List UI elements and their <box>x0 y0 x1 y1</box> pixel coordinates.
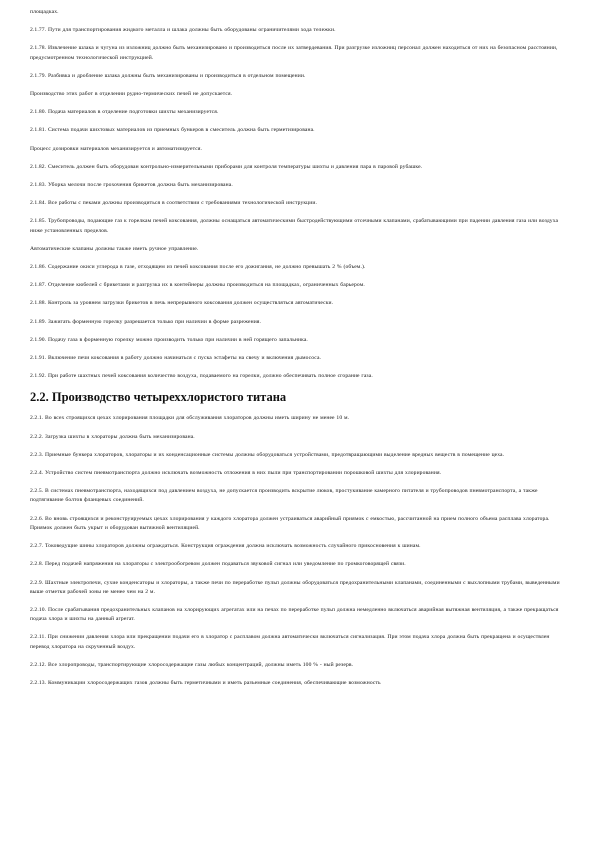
paragraph: 2.1.88. Контроль за уровнем загрузки брикетов в печь непрерывного коксования должен осуществляться автоматически. <box>30 300 334 307</box>
paragraph: 2.1.87. Отделение кюбелей с брикетами и разгрузка их в контейнеры должны производиться на площадках, ограниченных барьером. <box>30 282 365 289</box>
paragraph: 2.2.11. При снижении давления хлора или прекращении подачи его в хлоратор с расплавом должна автоматически включаться сигнализация. При этом подача хлора должна быть прекращена и осуществлен перевод хлоратора на скрученный воздух. <box>30 634 550 650</box>
paragraph: Производство этих работ в отделении рудно-термических печей не допускается. <box>30 91 233 98</box>
paragraph: Процесс дозировки материалов механизируется и автоматизируется. <box>30 145 203 152</box>
paragraph: 2.1.91. Включение печи коксования в работу должно начинаться с пуска эстафеты на свечу и включения дымососа. <box>30 355 322 362</box>
paragraph: 2.2.8. Перед подачей напряжения на хлораторы с электрообогревом должен подаваться звуковой сигнал или уведомление по громкоговорящей связи. <box>30 561 406 568</box>
paragraph: 2.2.13. Коммуникации хлоросодержащих газов должны быть герметичными и иметь разъемные соединения, обеспечивающие возможность <box>30 679 381 686</box>
paragraph: 2.1.85. Трубопроводы, подающие газ к горелкам печей коксования, должны оснащаться автоматическими быстродействующими отсечными клапанами, срабатывающими при падении давления газа или воздуха ниже установленных пределов. <box>30 218 559 234</box>
paragraph: 2.1.89. Зажигать форменную горелку разрешается только при наличии в форме разрежения. <box>30 318 262 325</box>
paragraph: 2.1.81. Система подачи шихтовых материалов из приемных бункеров в смеситель должна быть герметизирована. <box>30 127 315 134</box>
paragraph: 2.1.84. Все работы с пеками должны производиться в соответствии с требованиями технологической инструкции. <box>30 200 318 207</box>
paragraph: 2.2.7. Токоведущие шины хлораторов должны ограждаться. Конструкция ограждения должна исключать возможность случайного прикосновения к шинам. <box>30 543 421 550</box>
paragraph: 2.1.83. Уборка мелочи после грохочения брикетов должна быть механизирована. <box>30 182 233 189</box>
paragraph: 2.2.2. Загрузка шихты в хлораторы должна быть механизирована. <box>30 433 195 440</box>
paragraph: Автоматические клапаны должны также иметь ручное управление. <box>30 245 199 252</box>
paragraphs-top <box>30 8 565 381</box>
paragraph: 2.2.10. После срабатывания предохранительных клапанов на хлорирующих агрегатах или на печах по переработке пульп должна немедленно включаться аварийная вытяжная вентиляция, а также прекращаться подача хлора и шихты на данный агрегат. <box>30 606 559 623</box>
paragraph: 2.1.78. Извлечение шлака и чугуна из изложниц должно быть механизировано и производиться после их затвердевания. При разгрузке изложниц персонал должен находиться от них на безопасном расстоянии, предусмотренном технологической инструкцией. <box>30 45 558 61</box>
paragraph: площадках. <box>30 9 59 15</box>
paragraph: 2.1.82. Смеситель должен быть оборудован контрольно-измерительными приборами для контроля температуры шихты и давления пара в паровой рубашке. <box>30 163 423 170</box>
paragraph: 2.2.3. Приемные бункера хлораторов, хлораторы и их конденсационные системы должны оборудоваться устройствами, предотвращающими выделение вредных веществ в помещение цеха. <box>30 451 505 458</box>
section-heading: 2.2. Производство четыреххлористого титана <box>30 390 287 405</box>
paragraphs-bottom <box>30 414 565 688</box>
paragraph: 2.1.77. Пути для транспортирования жидкого металла и шлака должны быть оборудованы ограничителями хода тележки. <box>30 27 336 34</box>
paragraph: 2.1.90. Подачу газа в форменную горелку можно производить только при наличии в ней горящего запальника. <box>30 336 308 343</box>
paragraph: 2.1.86. Содержание окиси углерода в газе, отходящем из печей коксования после его дожигания, не должно превышать 2 % (объем.). <box>30 264 366 271</box>
paragraph: 2.2.4. Устройство систем пневмотранспорта должно исключать возможность отложения в них пыли при транспортировании порошковой шихты для хлорирования. <box>30 470 442 477</box>
paragraph: 2.1.79. Разбивка и дробление шлака должны быть механизированы и производиться в отдельном помещении. <box>30 72 306 79</box>
paragraph: 2.1.80. Подача материалов в отделение подготовки шихты механизируется. <box>30 109 219 116</box>
paragraph: 2.2.9. Шахтные электропечи, сухие конденсаторы и хлораторы, а также печи по переработке пульп должны оборудоваться предохранительными клапанами, соединенными с выхлопными трубами, выведенными выше отметки рабочей зоны не менее чем на 2 м. <box>30 579 560 595</box>
paragraph: 2.1.92. При работе шахтных печей коксования количество воздуха, подаваемого на горелки, должно обеспечивать полное сгорание газа. <box>30 373 373 380</box>
paragraph: 2.2.12. Все хлоропроводы, транспортирующие хлоросодержащие газы любых концентраций, должны иметь 100 % - ный резерв. <box>30 661 354 668</box>
paragraph: 2.2.1. Во всех строящихся цехах хлорирования площадки для обслуживания хлораторов должны иметь ширину не менее 10 м. <box>30 415 350 422</box>
paragraph: 2.2.5. В системах пневмотранспорта, находящихся под давлением воздуха, не допускается производить вскрытие люков, простукивание камерного питателя и трубопроводов пневмотранспорта, а также подтягивание болтов фланцевых соединений. <box>30 488 538 504</box>
paragraph: 2.2.6. Во вновь строящихся и реконструируемых цехах хлорирования у каждого хлоратора должен устраиваться аварийный приямок с емкостью, рассчитанной на прием полного объема расплава хлоратора. Приямок должен быть укрыт и оборудован вытяжной вентиляцией. <box>30 515 550 531</box>
